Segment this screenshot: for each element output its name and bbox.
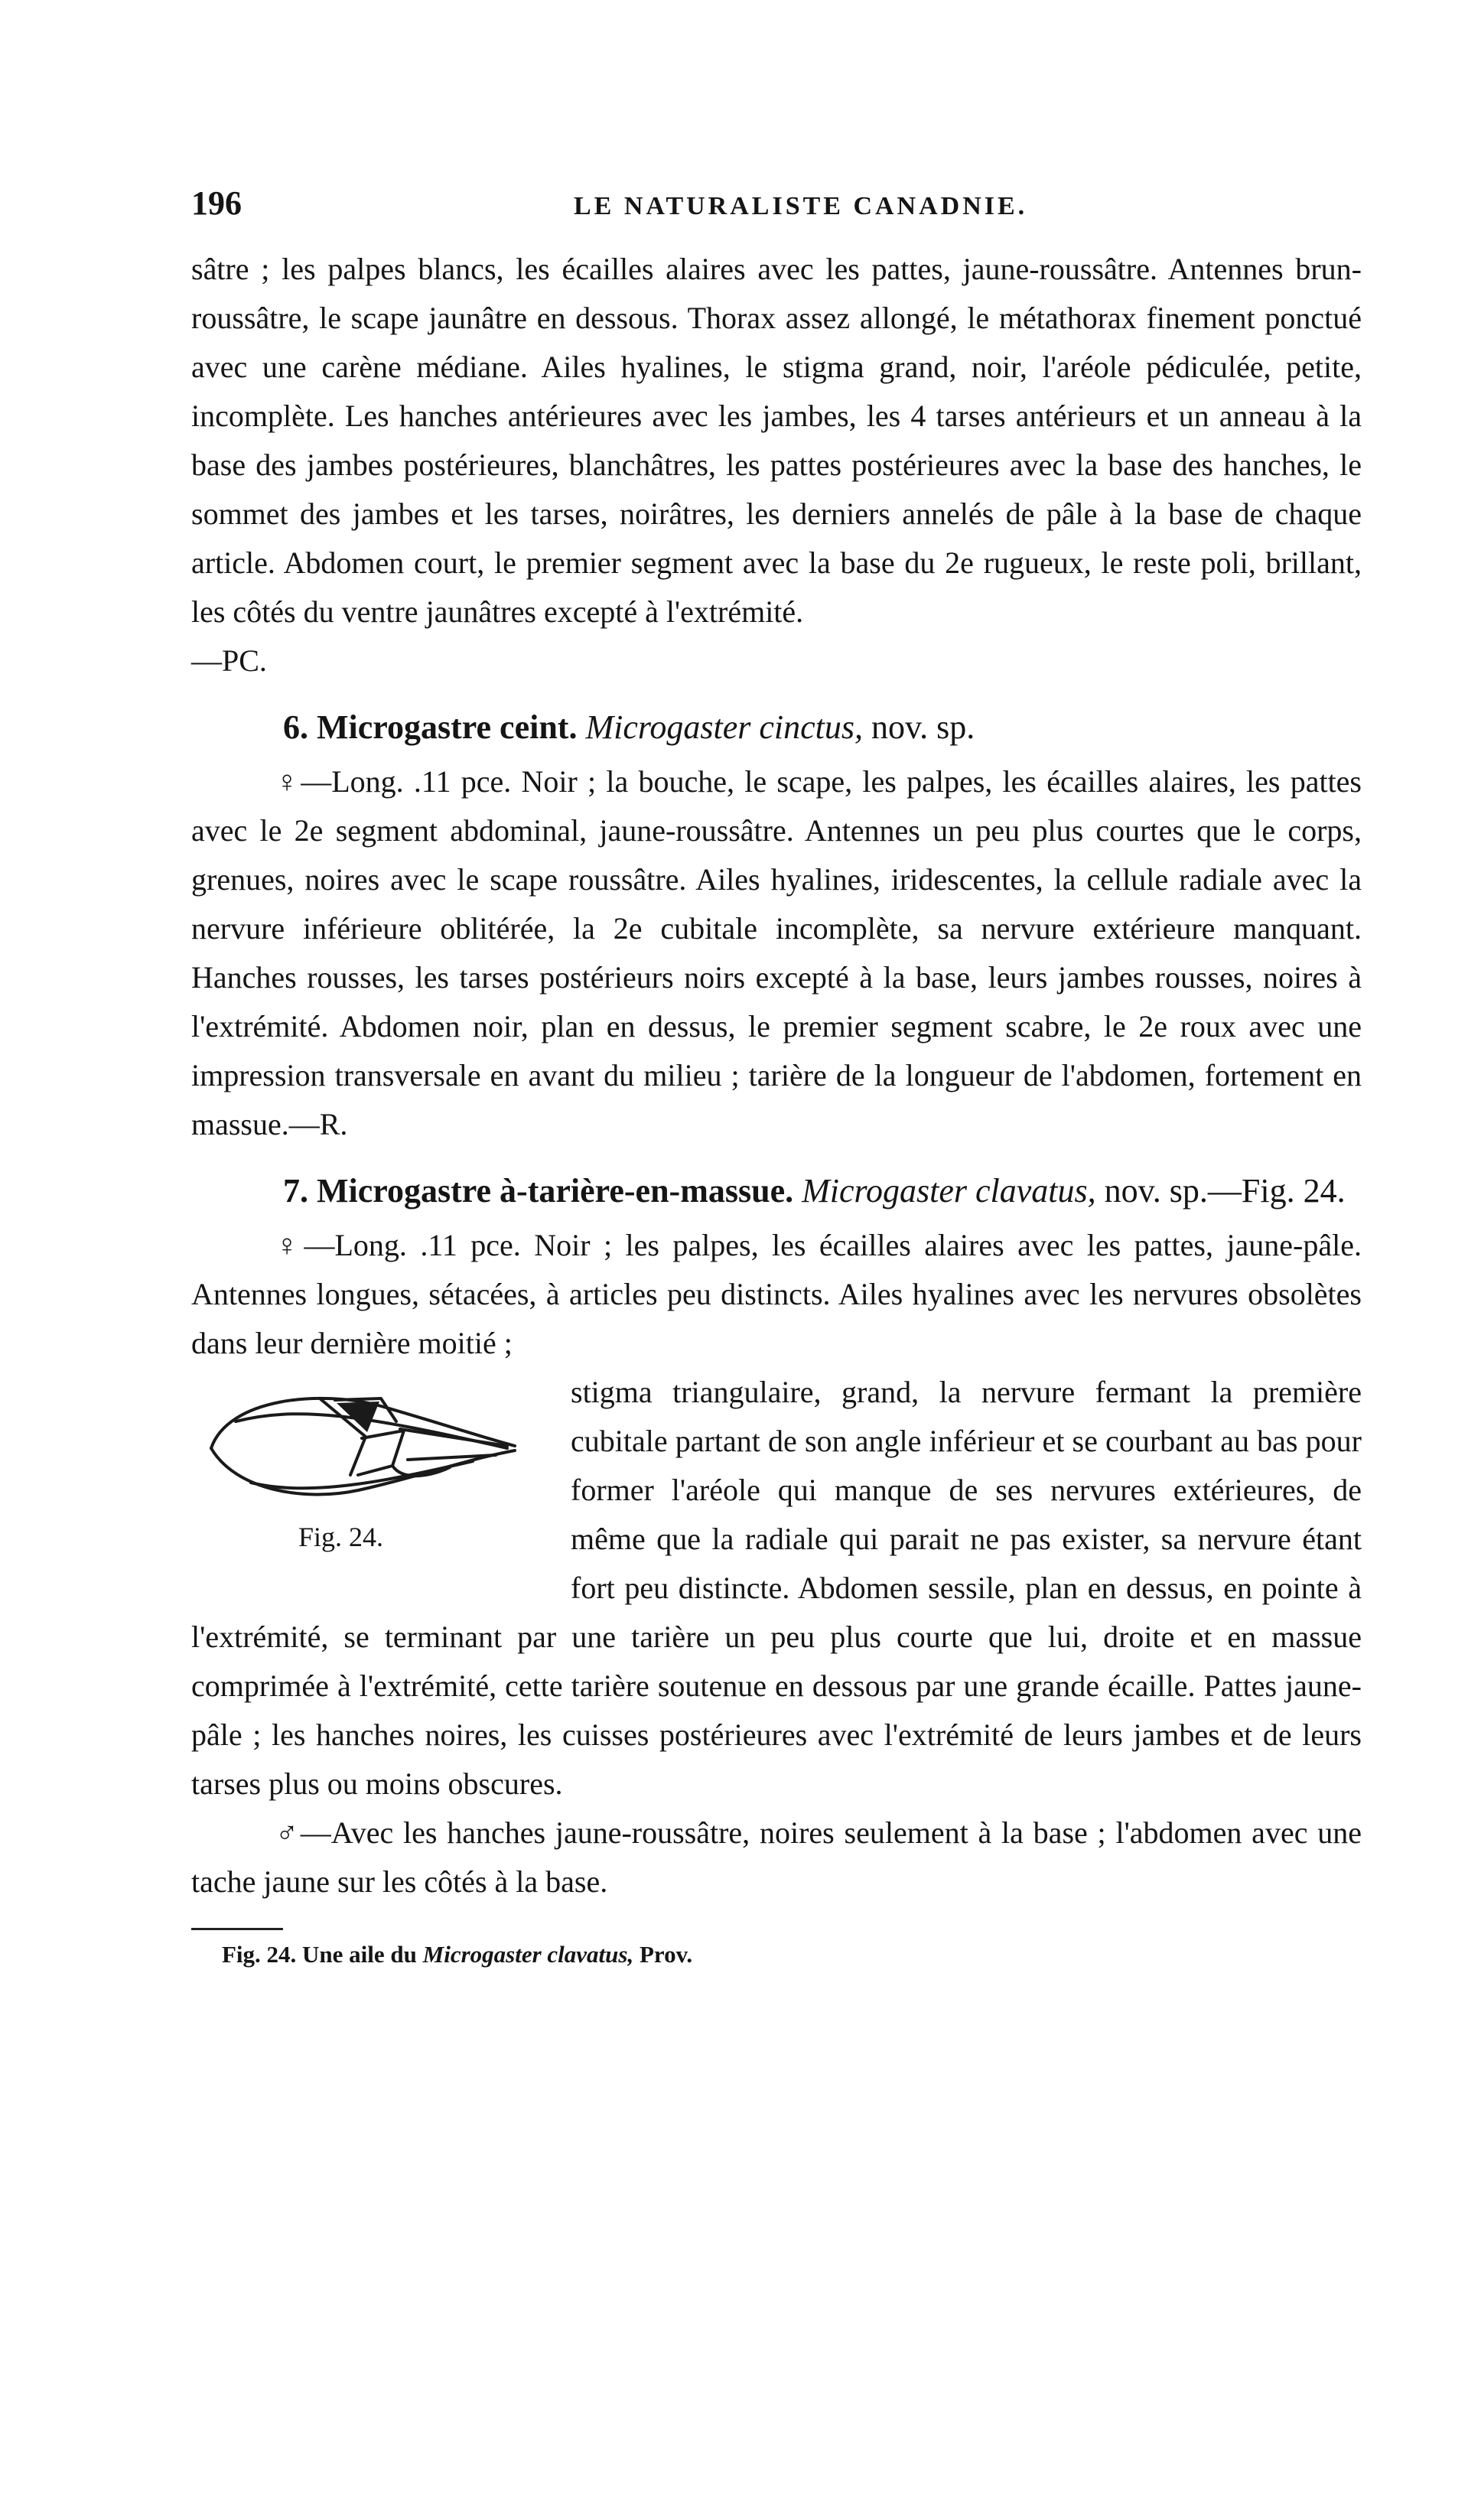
page (191, 184, 1362, 1968)
species-7-male-description: ♂—Avec les hanches jaune-roussâtre, noires seulement à la base ; l'abdomen avec une tache jaune sur les côtés à la base. (191, 1815, 1362, 1899)
footnote (222, 1941, 1362, 1968)
wing-illustration (205, 1376, 526, 1521)
species-6-latin-name: Microgaster cinctus, (585, 708, 863, 746)
species-7-number: 7. (283, 1172, 308, 1210)
footnote-latin-name: Microgaster clavatus, (422, 1941, 634, 1968)
footnote-divider (191, 1928, 283, 1930)
species-6-heading (191, 702, 1362, 753)
footnote-prefix: Fig. 24. Une aile du (222, 1941, 417, 1968)
wing-figure (191, 1376, 543, 1571)
species-7-description-intro: ♀—Long. .11 pce. Noir ; les palpes, les écailles alaires avec les pattes, jaune-pâle. Antennes longues, sétacées, à articles peu distincts. Ailes hyalines avec les nervures obsolètes dans leur dernière moitié ; (191, 1228, 1362, 1360)
running-head: LE NATURALISTE CANADNIE. (574, 192, 1028, 220)
page-number: 196 (191, 184, 242, 222)
species-6-suffix: nov. sp. (871, 708, 975, 746)
footnote-suffix: Prov. (639, 1941, 693, 1968)
species-7-description-main: stigma triangulaire, grand, la nervure fermant la première cubitale partant de son angle inférieur et se courbant au bas pour former l'aréole qui manque de ses nervures extérieures, de même que la radiale qui parait ne pas exister, sa nervure étant fort peu distincte. Abdomen sessile, plan en dessus, en pointe à l'extrémité, se terminant par une tarière un peu plus courte que lui, droite et en massue comprimée à l'extrémité, cette tarière soutenue en dessous par une grande écaille. Pattes jaune-pâle ; les hanches noires, les cuisses postérieures avec l'extrémité de leurs jambes et de leurs tarses plus ou moins obscures. (191, 1375, 1362, 1801)
species-6-french-name: Microgastre ceint. (317, 708, 578, 746)
species-7-heading (191, 1166, 1362, 1216)
species-7-figure-block (191, 1368, 1362, 1809)
species-6-number: 6. (283, 708, 308, 746)
figure-caption: Fig. 24. (298, 1522, 384, 1552)
species-7-french-name: Microgastre à-tarière-en-massue. (317, 1172, 794, 1210)
species-7-suffix: nov. sp.—Fig. 24. (1104, 1172, 1346, 1210)
intro-paragraph (191, 245, 1362, 685)
species-6-description: ♀—Long. .11 pce. Noir ; la bouche, le scape, les palpes, les écailles alaires, les pattes avec le 2e segment abdominal, jaune-roussâtre. Antennes un peu plus courtes que le corps, grenues, noires avec le scape roussâtre. Ailes hyalines, iridescentes, la cellule radiale avec la nervure inférieure oblitérée, la 2e cubitale incomplète, sa nervure extérieure manquant. Hanches rousses, les tarses postérieurs noirs excepté à la base, leurs jambes rousses, noires à l'extrémité. Abdomen noir, plan en dessus, le premier segment scabre, le 2e roux avec une impression transversale en avant du milieu ; tarière de la longueur de l'abdomen, fortement en massue.—R. (191, 764, 1362, 1141)
species-7-latin-name: Microgaster clavatus, (802, 1172, 1096, 1210)
intro-signature: —PC. (191, 643, 267, 678)
intro-text: sâtre ; les palpes blancs, les écailles alaires avec les pattes, jaune-roussâtre. Antennes brun-roussâtre, le scape jaunâtre en dessous. Thorax assez allongé, le métathorax finement ponctué avec une carène médiane. Ailes hyalines, le stigma grand, noir, l'aréole pédiculée, petite, incomplète. Les hanches antérieures avec les jambes, les 4 tarses antérieurs et un anneau à la base des jambes postérieures, blanchâtres, les pattes postérieures avec la base des hanches, le sommet des jambes et les tarses, noirâtres, les derniers annelés de pâle à la base de chaque article. Abdomen court, le premier segment avec la base du 2e rugueux, le reste poli, brillant, les côtés du ventre jaunâtres excepté à l'extrémité. (191, 252, 1362, 629)
page-header (191, 184, 1362, 245)
